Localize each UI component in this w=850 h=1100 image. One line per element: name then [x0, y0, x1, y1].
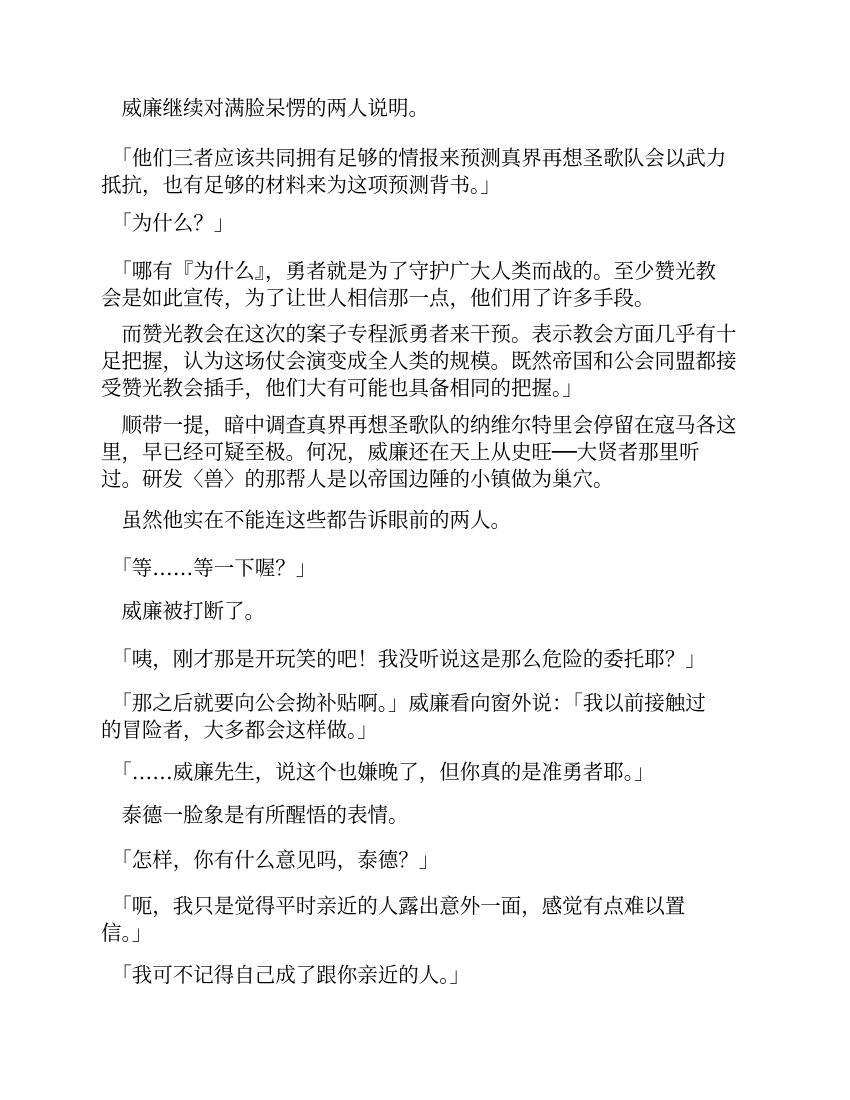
paragraph	[101, 210, 753, 237]
text-line: 虽然他实在不能连这些都告诉眼前的两人。	[101, 508, 511, 532]
text-line: 里，早已经可疑至极。何况，威廉还在天上从史旺──大贤者那里听	[101, 440, 700, 464]
text-line: 泰德一脸象是有所醒悟的表情。	[101, 803, 409, 827]
text-line: 「……威廉先生，说这个也嫌晚了，但你真的是准勇者耶。」	[101, 760, 655, 784]
paragraph	[101, 507, 753, 534]
paragraph	[101, 555, 753, 582]
paragraph	[101, 802, 753, 829]
text-line: 足把握，认为这场仗会演变成全人类的规模。既然帝国和公会同盟都接	[101, 349, 737, 373]
text-line: 「咦，刚才那是开玩笑的吧！我没听说这是那么危险的委托耶？」	[101, 647, 706, 671]
text-line: 而赞光教会在这次的案子专程派勇者来干预。表示教会方面几乎有十	[101, 322, 737, 346]
paragraph	[101, 95, 753, 122]
text-line: 顺带一提，暗中调查真界再想圣歌队的纳维尔特里会停留在寇马各这	[101, 413, 737, 437]
text-line: 信。」	[101, 921, 153, 945]
text-line: 威廉继续对满脸呆愣的两人说明。	[101, 96, 429, 120]
text-line: 「等……等一下喔？」	[101, 556, 317, 580]
text-line: 受赞光教会插手，他们大有可能也具备相同的把握。」	[101, 376, 583, 400]
paragraph	[101, 893, 753, 947]
paragraph	[101, 847, 753, 874]
paragraph	[101, 646, 753, 673]
paragraph	[101, 962, 753, 989]
text-line: 「哪有『为什么』，勇者就是为了守护广大人类而战的。至少赞光教	[101, 259, 716, 283]
text-line: 威廉被打断了。	[101, 599, 265, 623]
text-line: 「他们三者应该共同拥有足够的情报来预测真界再想圣歌队会以武力	[101, 146, 727, 170]
text-line: 过。研发〈兽〉的那帮人是以帝国边陲的小镇做为巢穴。	[101, 467, 614, 491]
paragraph	[101, 759, 753, 786]
text-line: 「怎样，你有什么意见吗，泰德？」	[101, 848, 440, 872]
text-line: 「那之后就要向公会拗补贴啊。」威廉看向窗外说：「我以前接触过	[101, 691, 706, 715]
text-line: 「呃，我只是觉得平时亲近的人露出意外一面，感觉有点难以置	[101, 894, 686, 918]
paragraph	[101, 321, 753, 402]
paragraph	[101, 258, 753, 312]
text-line: 「我可不记得自己成了跟你亲近的人。」	[101, 963, 470, 987]
paragraph	[101, 598, 753, 625]
paragraph	[101, 690, 753, 744]
text-line: 的冒险者，大多都会这样做。」	[101, 718, 378, 742]
text-line: 抵抗，也有足够的材料来为这项预测背书。」	[101, 173, 501, 197]
paragraph	[101, 412, 753, 493]
paragraph	[101, 145, 753, 199]
text-line: 「为什么？」	[101, 211, 235, 235]
text-line: 会是如此宣传，为了让世人相信那一点，他们用了许多手段。	[101, 286, 655, 310]
